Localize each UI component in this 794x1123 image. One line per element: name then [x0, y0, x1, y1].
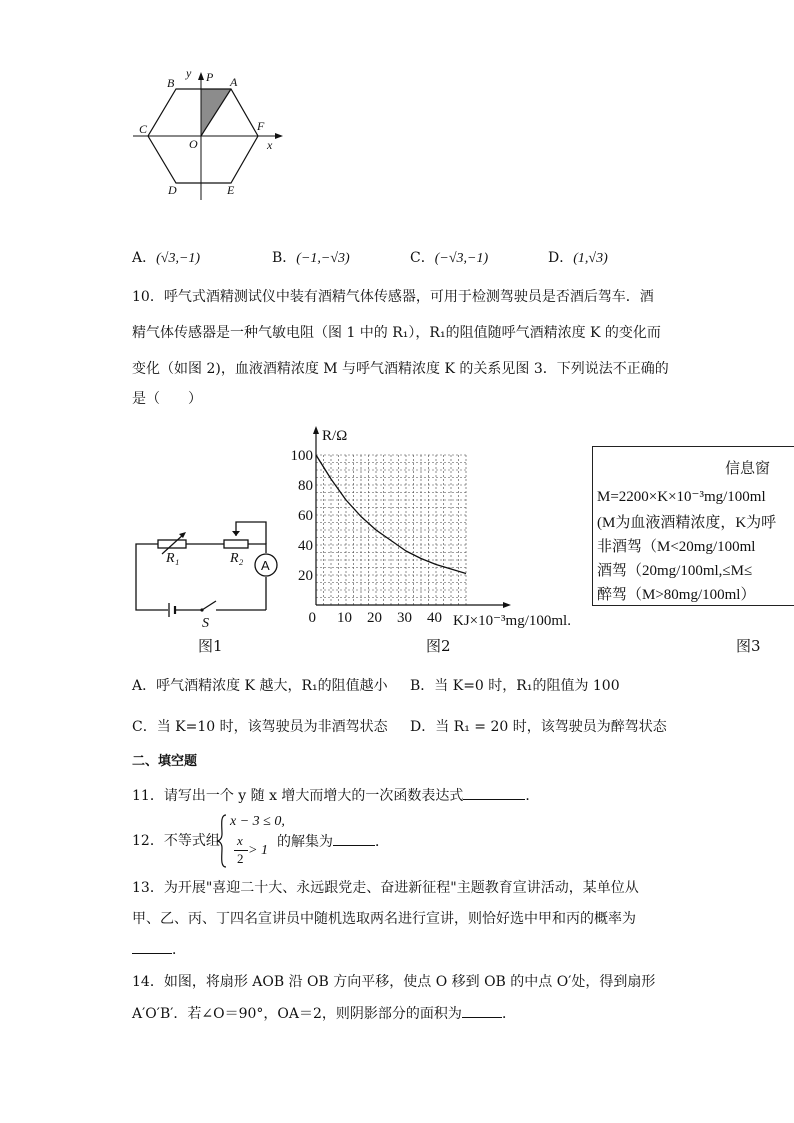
chart-x-tick-label: 20: [367, 610, 382, 626]
label-a: A: [230, 75, 238, 89]
x-axis-arrow: [275, 133, 283, 139]
fig1-caption: 图1: [198, 637, 223, 655]
info-window-line1: M=2200×K×10⁻³mg/100ml: [597, 489, 766, 505]
switch-blade: [202, 601, 216, 610]
q12-suffix: 的解集为 ．: [277, 831, 389, 852]
q12-brace: [216, 814, 228, 868]
q10-option-c: C．当 K=10 时，该驾驶员为非酒驾状态: [132, 719, 388, 735]
info-window-line3: 非酒驾（M<20mg/100ml: [597, 539, 756, 555]
chart-x-axis-arrow: [503, 602, 511, 608]
q10-option-d: D．当 R₁ = 20 时，该驾驶员为醉驾状态: [410, 719, 667, 735]
q11-answer-blank[interactable]: [463, 785, 525, 800]
q9-option-a: A．(√3,−1): [132, 250, 201, 266]
q10-line4: 是（ ）: [132, 391, 202, 407]
switch-contact: [200, 608, 203, 611]
chart-x-label: KJ×10⁻³mg/100ml.: [453, 613, 571, 629]
q12-inequality-1: x − 3 ≤ 0,: [230, 814, 285, 829]
q11: 11．请写出一个 y 随 x 增大而增大的一次函数表达式 ．: [132, 785, 539, 806]
r1-label: R₁: [166, 551, 180, 566]
chart-y-axis-arrow: [313, 426, 319, 434]
label-b: B: [167, 76, 175, 90]
q13-answer-blank[interactable]: [132, 939, 172, 954]
q10-line2: 精气体传感器是一种气敏电阻（图 1 中的 R₁），R₁的阻值随呼气酒精浓度 K 的变化而: [132, 325, 661, 341]
chart-x-tick-label: 30: [397, 610, 412, 626]
section-title: 二、填空题: [132, 754, 198, 769]
chart-ticks: [291, 448, 443, 626]
info-window-line5: 醉驾（M>80mg/100ml）: [597, 587, 756, 603]
r2-label: R₂: [230, 551, 244, 566]
q13-line3: ．: [132, 939, 186, 960]
q14-line1: 14．如图，将扇形 AOB 沿 OB 方向平移，使点 O 移到 OB 的中点 O′处，得到扇形: [132, 974, 656, 990]
switch-label: S: [202, 616, 209, 630]
chart-x-tick-label: 0: [308, 610, 316, 626]
q13-line2: 甲、乙、丙、丁四名宣讲员中随机选取两名进行宣讲，则恰好选中甲和丙的概率为: [132, 911, 636, 927]
q10-line3: 变化（如图 2)，血液酒精浓度 M 与呼气酒精浓度 K 的关系见图 3．下列说法不正确的: [132, 361, 669, 377]
circuit-wire-left: [136, 544, 168, 610]
q14-line2: A′O′B′．若∠O＝90°，OA＝2，则阴影部分的面积为 ．: [132, 1003, 516, 1024]
chart-y-tick-label: 60: [298, 508, 313, 524]
q12-prefix: 12．不等式组: [132, 833, 220, 849]
q12-frac-den: 2: [237, 851, 244, 866]
label-x: x: [267, 138, 273, 152]
label-y: y: [186, 66, 192, 80]
chart-y-label: R/Ω: [322, 428, 348, 444]
r2-resistor: [224, 540, 248, 548]
chart-y-tick-label: 20: [298, 568, 313, 584]
q12-frac-num: x: [237, 833, 243, 848]
q9-option-b: B．(−1,−√3): [272, 250, 350, 266]
r2-slider-arrow: [232, 531, 240, 536]
hexagon-figure: [125, 60, 295, 205]
q14-answer-blank[interactable]: [462, 1003, 502, 1018]
label-c: C: [139, 122, 148, 136]
ammeter-label: A: [261, 558, 270, 573]
q10-option-b: B．当 K=0 时，R₁的阻值为 100: [410, 678, 620, 694]
label-f: F: [257, 119, 265, 133]
chart-x-tick-label: 40: [427, 610, 442, 626]
q10-option-a: A．呼气酒精浓度 K 越大，R₁的阻值越小: [132, 678, 388, 694]
q13-line1: 13．为开展"喜迎二十大、永远跟党走、奋进新征程"主题教育宣讲活动，某单位从: [132, 880, 639, 896]
chart-y-tick-label: 40: [298, 538, 313, 554]
circuit-diagram: [128, 512, 278, 630]
chart-y-tick-label: 100: [290, 448, 313, 464]
chart-x-tick-label: 10: [337, 610, 352, 626]
info-window-line4: 酒驾（20mg/100ml,≤M≤: [597, 563, 753, 579]
circuit-wire-right: [248, 544, 266, 553]
chart-y-tick-label: 80: [298, 478, 313, 494]
r1-resistor: [158, 540, 186, 548]
info-window-title: 信息窗: [725, 459, 771, 477]
q9-option-c: C．(−√3,−1): [410, 250, 489, 266]
q9-option-d: D．(1,√3): [548, 250, 608, 266]
label-d: D: [168, 183, 177, 197]
info-window-line2: (M为血液酒精浓度，K为呼: [597, 515, 777, 531]
label-e: E: [227, 183, 235, 197]
q12-inequality-2-rest: > 1: [248, 843, 268, 858]
q10-line1: 10．呼气式酒精测试仪中装有酒精气体传感器，可用于检测驾驶员是否酒后驾车．酒: [132, 289, 654, 305]
label-o: O: [189, 137, 198, 151]
fig3-caption: 图3: [736, 637, 761, 655]
chart-grid: [316, 455, 466, 605]
y-axis-arrow: [198, 72, 204, 80]
resistance-chart: [280, 418, 592, 632]
q12-answer-blank[interactable]: [333, 831, 375, 846]
info-window: [592, 446, 794, 606]
fig2-caption: 图2: [426, 637, 451, 655]
label-p: P: [206, 70, 214, 84]
